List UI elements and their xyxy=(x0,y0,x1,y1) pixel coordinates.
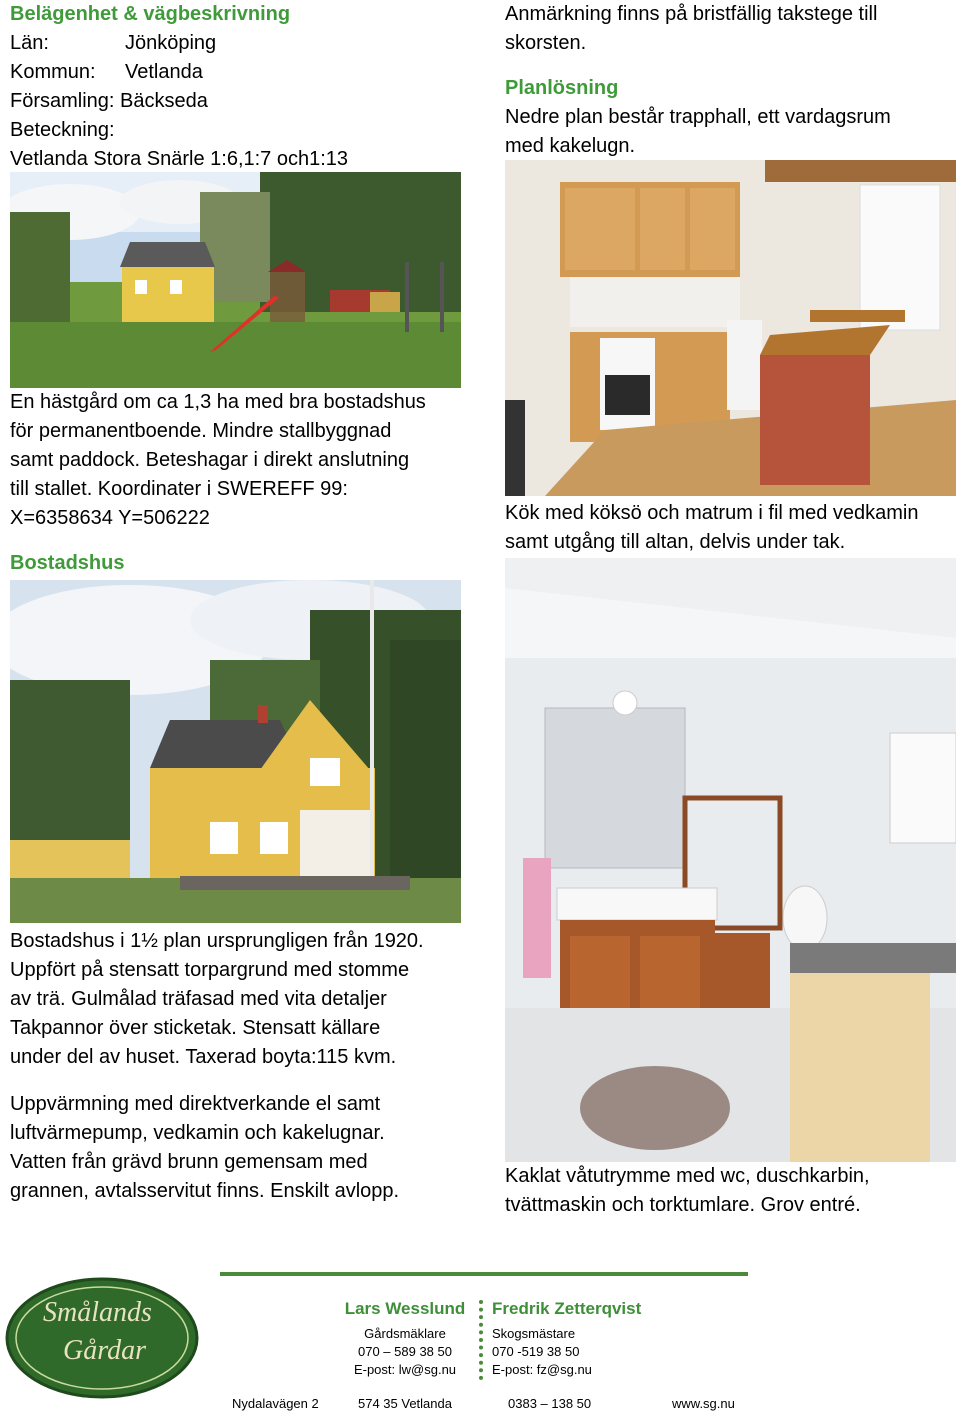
bostadshus-heading: Bostadshus xyxy=(10,552,125,574)
contact-name: Lars Wesslund xyxy=(344,1299,466,1318)
kommun-row xyxy=(10,58,480,87)
intro-text xyxy=(10,388,480,533)
kitchen-caption-line: Kök med köksö och matrum i fil med vedkamin xyxy=(505,502,919,524)
contact-phone: 070 -519 38 50 xyxy=(492,1344,580,1359)
intro-line: samt paddock. Beteshagar i direkt anslutning xyxy=(10,449,410,471)
intro-line: En hästgård om ca 1,3 ha med bra bostadshus xyxy=(10,391,426,413)
intro-line: X=6358634 Y=506222 xyxy=(10,507,210,529)
forsamling-row xyxy=(10,87,480,116)
lan-value: Jönköping xyxy=(125,32,217,54)
contact-lars xyxy=(335,1299,475,1379)
contact-email[interactable]: E-post: lw@sg.nu xyxy=(353,1362,457,1377)
bostadshus-line: under del av huset. Taxerad boyta:115 kvm. xyxy=(10,1046,397,1068)
contact-fredrik xyxy=(492,1299,692,1379)
heating-line: luftvärmepump, vedkamin och kakelugnar. xyxy=(10,1122,385,1144)
planlosning-line: med kakelugn. xyxy=(505,135,636,157)
location-heading: Belägenhet & vägbeskrivning xyxy=(10,3,291,25)
heating-text xyxy=(10,1090,480,1206)
contact-email[interactable]: E-post: fz@sg.nu xyxy=(492,1362,592,1377)
footer-phone: 0383 – 138 50 xyxy=(508,1396,592,1411)
kommun-value: Vetlanda xyxy=(125,61,203,83)
contact-title: Gårdsmäklare xyxy=(364,1326,446,1341)
kommun-label: Kommun: xyxy=(10,61,96,83)
kitchen-photo xyxy=(505,160,956,496)
heating-line: Vatten från grävd brunn gemensam med xyxy=(10,1151,368,1173)
lan-label: Län: xyxy=(10,32,49,54)
bostadshus-line: av trä. Gulmålad träfasad med vita detaljer xyxy=(10,988,387,1010)
intro-line: till stallet. Koordinater i SWEREFF 99: xyxy=(10,478,348,500)
footer-address-line xyxy=(0,1396,960,1414)
planlosning-heading: Planlösning xyxy=(505,77,619,99)
forsamling-value: Bäckseda xyxy=(120,90,208,112)
heating-line: Uppvärmning med direktverkande el samt xyxy=(10,1093,381,1115)
bostadshus-line: Bostadshus i 1½ plan ursprungligen från 1920. xyxy=(10,930,424,952)
footer-address: Nydalavägen 2 xyxy=(232,1396,319,1411)
kitchen-caption-line: samt utgång till altan, delvis under tak. xyxy=(505,531,846,553)
remark-text xyxy=(505,0,955,58)
smalands-gardar-logo xyxy=(5,1277,200,1399)
intro-line: för permanentboende. Mindre stallbyggnad xyxy=(10,420,392,442)
residence-photo xyxy=(10,580,461,923)
planlosning-block xyxy=(505,74,955,161)
footer-rule xyxy=(220,1272,748,1276)
contact-name: Fredrik Zetterqvist xyxy=(492,1299,642,1318)
lan-row xyxy=(10,29,480,58)
forsamling-label: Församling: xyxy=(10,90,115,112)
bostadshus-line: Takpannor över sticketak. Stensatt källare xyxy=(10,1017,381,1039)
beteckning-value: Vetlanda Stora Snärle 1:6,1:7 och1:13 xyxy=(10,148,349,170)
footer-postal: 574 35 Vetlanda xyxy=(358,1396,452,1411)
remark-line: skorsten. xyxy=(505,32,587,54)
contact-title: Skogsmästare xyxy=(492,1326,576,1341)
logo-text-line1: Smålands xyxy=(43,1297,152,1328)
farm-yard-photo xyxy=(10,172,461,388)
bathroom-photo xyxy=(505,558,956,1162)
logo-text-line2: Gårdar xyxy=(63,1335,146,1366)
bathroom-caption-line: tvättmaskin och torktumlare. Grov entré. xyxy=(505,1194,861,1216)
bostadshus-text xyxy=(10,927,480,1072)
bathroom-caption xyxy=(505,1162,960,1220)
bathroom-caption-line: Kaklat våtutrymme med wc, duschkarbin, xyxy=(505,1165,870,1187)
location-block xyxy=(10,0,480,174)
contact-divider xyxy=(479,1300,489,1380)
bostadshus-line: Uppfört på stensatt torpargrund med stomme xyxy=(10,959,410,981)
heating-line: grannen, avtalsservitut finns. Enskilt avlopp. xyxy=(10,1180,400,1202)
footer-web-link[interactable]: www.sg.nu xyxy=(672,1396,735,1411)
planlosning-line: Nedre plan består trapphall, ett vardagsrum xyxy=(505,106,891,128)
remark-line: Anmärkning finns på bristfällig takstege till xyxy=(505,3,878,25)
contact-phone: 070 – 589 38 50 xyxy=(358,1344,452,1359)
beteckning-label: Beteckning: xyxy=(10,119,115,141)
kitchen-caption xyxy=(505,499,960,557)
